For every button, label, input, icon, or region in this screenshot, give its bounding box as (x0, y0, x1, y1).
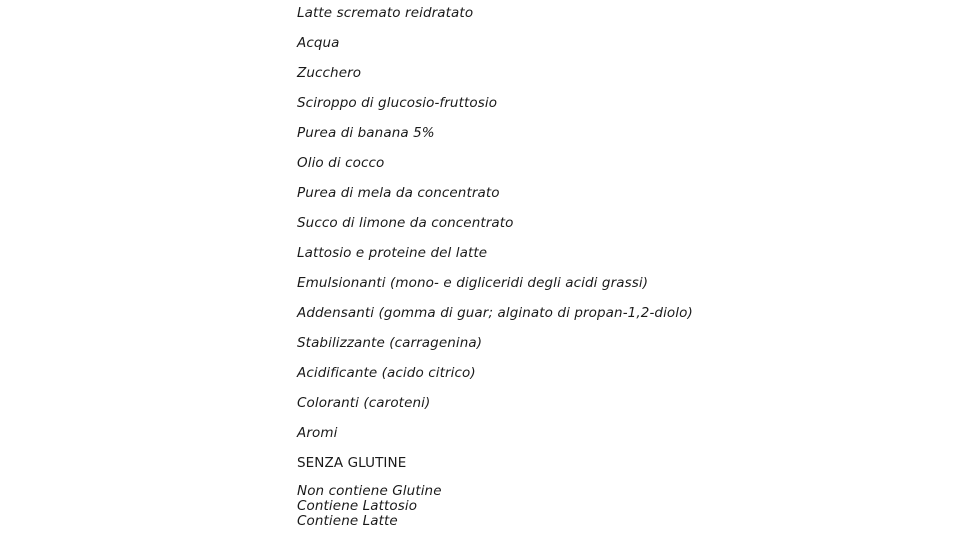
ingredient-item: Emulsionanti (mono- e digliceridi degli acidi grassi) (297, 275, 649, 291)
allergen-note: Contiene Lattosio (297, 498, 418, 514)
allergen-note: Non contiene Glutine (297, 483, 442, 499)
allergen-note: Contiene Latte (297, 513, 398, 529)
ingredient-item: Olio di cocco (297, 155, 385, 171)
ingredient-item: Succo di limone da concentrato (297, 215, 514, 231)
allergen-notes (297, 484, 442, 529)
ingredient-item: Addensanti (gomma di guar; alginato di propan-1,2-diolo) (297, 305, 693, 321)
ingredients-list (297, 4, 693, 484)
ingredient-item: Lattosio e proteine del latte (297, 245, 488, 261)
ingredient-item: Purea di mela da concentrato (297, 185, 500, 201)
ingredient-item: Aromi (297, 425, 338, 441)
ingredient-item: Acqua (297, 35, 340, 51)
ingredient-item: Zucchero (297, 65, 362, 81)
ingredient-item: Purea di banana 5% (297, 125, 435, 141)
ingredient-item: Stabilizzante (carragenina) (297, 335, 483, 351)
ingredient-item: Sciroppo di glucosio-fruttosio (297, 95, 498, 111)
gluten-free-label: SENZA GLUTINE (297, 455, 407, 471)
ingredient-item: Acidificante (acido citrico) (297, 365, 476, 381)
ingredient-item: Coloranti (caroteni) (297, 395, 431, 411)
ingredient-item: Latte scremato reidratato (297, 5, 474, 21)
